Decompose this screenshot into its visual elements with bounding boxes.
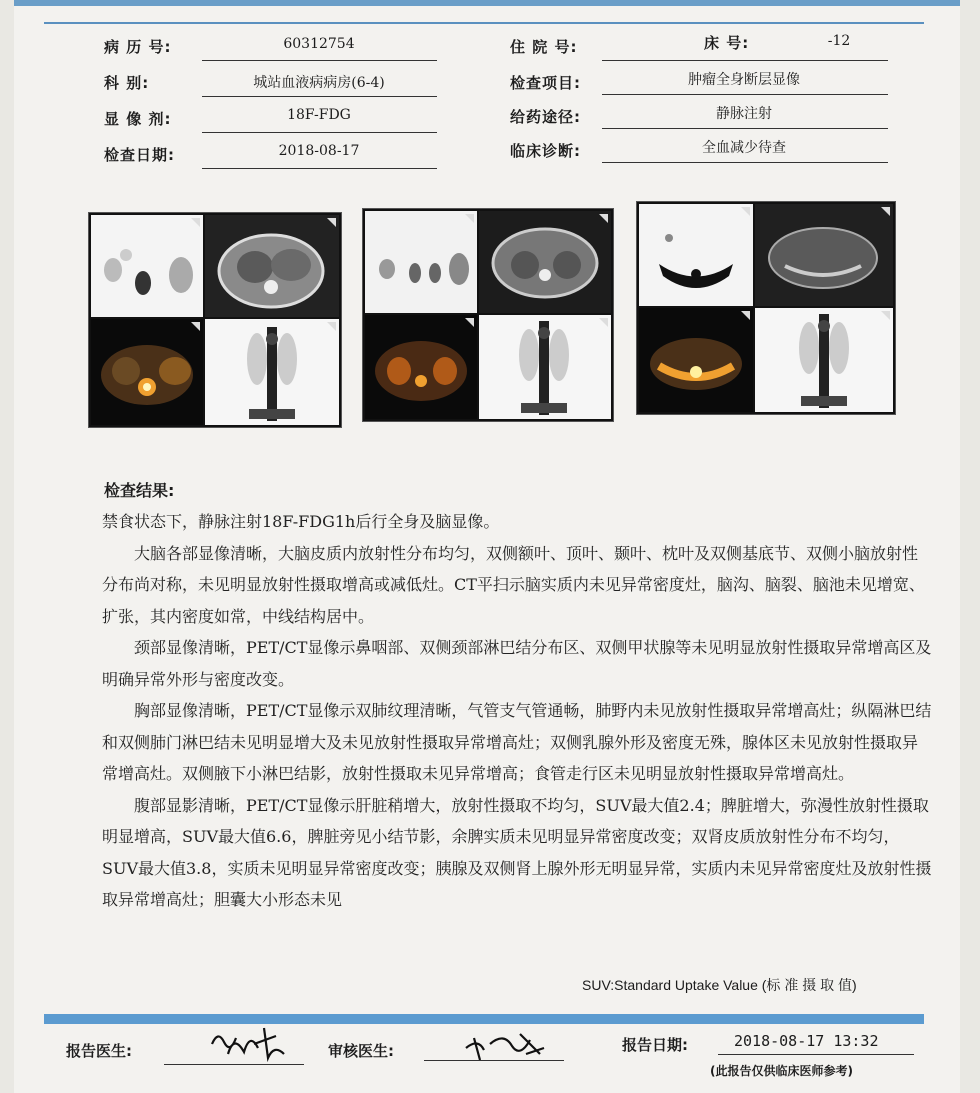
- fused-axial-image: [91, 319, 203, 425]
- exam-date-value: 2018-08-17: [278, 143, 360, 159]
- fused-axial-image: [365, 315, 477, 419]
- report-doctor-signature: [204, 1024, 294, 1064]
- dept-label: 科 别:: [104, 74, 150, 92]
- exam-item-label: 检查项目:: [510, 74, 581, 92]
- inpatient-no-label: 住 院 号:: [510, 38, 578, 56]
- pet-axial-image: [639, 204, 753, 306]
- route-value: 静脉注射: [716, 106, 772, 122]
- results-body: [102, 506, 932, 916]
- exam-date-label: 检查日期:: [104, 146, 175, 164]
- exam-item-value: 肿瘤全身断层显像: [688, 72, 800, 88]
- bed-value: -12: [827, 33, 851, 49]
- bed-label: 床 号:: [704, 34, 750, 52]
- underline: [718, 1054, 914, 1055]
- report-doctor-label: 报告医生:: [66, 1042, 132, 1060]
- results-intro: 禁食状态下，静脉注射18F-FDG1h后行全身及脑显像。: [102, 512, 500, 531]
- diagnosis-label: 临床诊断:: [510, 142, 581, 160]
- report-date-value: 2018-08-17 13:32: [734, 1032, 879, 1050]
- results-abdomen: 腹部显影清晰，PET/CT显像示肝脏稍增大，放射性摄取不均匀，SUV最大值2.4；脾脏增大，弥漫性放射性摄取明显增高，SUV最大值6.6，脾脏旁见小结节影，余脾实质未见明显异常密度改变；双肾皮质放射性分布不均匀，SUV最大值3.8，实质未见明显异常密度改变；胰腺及双侧肾上腺外形无明显异常，实质内未见异常密度灶及放射性摄取异常增高灶；胆囊大小形态未见: [102, 795, 932, 909]
- corner-marker: [599, 214, 608, 223]
- footer-accent-bar: [44, 1014, 924, 1024]
- pet-axial-image: [91, 215, 203, 317]
- corner-marker: [327, 322, 336, 331]
- dept-value: 城站血液病病房(6-4): [253, 75, 385, 91]
- ct-axial-image: [755, 204, 893, 306]
- fused-axial-image: [639, 308, 753, 412]
- results-neck: 颈部显像清晰，PET/CT显像示鼻咽部、双侧颈部淋巴结分布区、双侧甲状腺等未见明显放射性摄取异常增高区及明确异常外形与密度改变。: [102, 638, 932, 689]
- results-title: 检查结果:: [104, 481, 175, 500]
- underline: [602, 162, 888, 163]
- underline: [602, 94, 888, 95]
- record-no-value: 60312754: [283, 36, 355, 52]
- route-label: 给药途径:: [510, 108, 581, 126]
- corner-marker: [741, 207, 750, 216]
- corner-marker: [599, 318, 608, 327]
- corner-marker: [327, 218, 336, 227]
- underline: [202, 168, 437, 169]
- underline: [202, 96, 437, 97]
- suv-note: SUV:Standard Uptake Value (标 准 摄 取 值): [582, 977, 857, 993]
- underline: [602, 60, 888, 61]
- mip-whole-body-image: [205, 319, 339, 425]
- footer-note: (此报告仅供临床医师参考): [710, 1064, 853, 1078]
- corner-marker: [465, 318, 474, 327]
- report-date-label: 报告日期:: [622, 1036, 688, 1054]
- ct-axial-image: [205, 215, 339, 317]
- review-doctor-signature: [460, 1024, 550, 1064]
- corner-marker: [191, 322, 200, 331]
- corner-marker: [881, 207, 890, 216]
- ct-axial-image: [479, 211, 611, 313]
- pet-ct-panel-2: [362, 208, 614, 422]
- results-chest: 胸部显像清晰，PET/CT显像示双肺纹理清晰，气管支气管通畅，肺野内未见放射性摄取异常增高灶；纵隔淋巴结和双侧肺门淋巴结未见明显增大及未见放射性摄取异常增高灶；双侧乳腺外形及密度无殊，腺体区未见放射性摄取异常增高灶。双侧腋下小淋巴结影，放射性摄取未见异常增高；食管走行区未见明显放射性摄取异常增高灶。: [102, 701, 932, 783]
- header-divider: [44, 6, 924, 24]
- mip-whole-body-image: [479, 315, 611, 419]
- underline: [202, 60, 437, 61]
- record-no-label: 病 历 号:: [104, 38, 172, 56]
- diagnosis-value: 全血减少待查: [702, 140, 786, 156]
- mip-whole-body-image: [755, 308, 893, 412]
- agent-label: 显 像 剂:: [104, 110, 172, 128]
- pet-axial-image: [365, 211, 477, 313]
- review-doctor-label: 审核医生:: [328, 1042, 394, 1060]
- corner-marker: [881, 311, 890, 320]
- underline: [164, 1064, 304, 1065]
- results-brain: 大脑各部显像清晰，大脑皮质内放射性分布均匀，双侧额叶、顶叶、颞叶、枕叶及双侧基底节、双侧小脑放射性分布尚对称，未见明显放射性摄取增高或减低灶。CT平扫示脑实质内未见异常密度灶，脑沟、脑裂、脑池未见增宽、扩张，其内密度如常，中线结构居中。: [102, 543, 925, 626]
- corner-marker: [741, 311, 750, 320]
- underline: [202, 132, 437, 133]
- pet-ct-panel-1: [88, 212, 342, 428]
- corner-marker: [191, 218, 200, 227]
- underline: [602, 128, 888, 129]
- report-page: [14, 0, 960, 1093]
- agent-value: 18F-FDG: [287, 107, 351, 123]
- underline: [424, 1060, 564, 1061]
- pet-ct-panel-3: [636, 201, 896, 415]
- corner-marker: [465, 214, 474, 223]
